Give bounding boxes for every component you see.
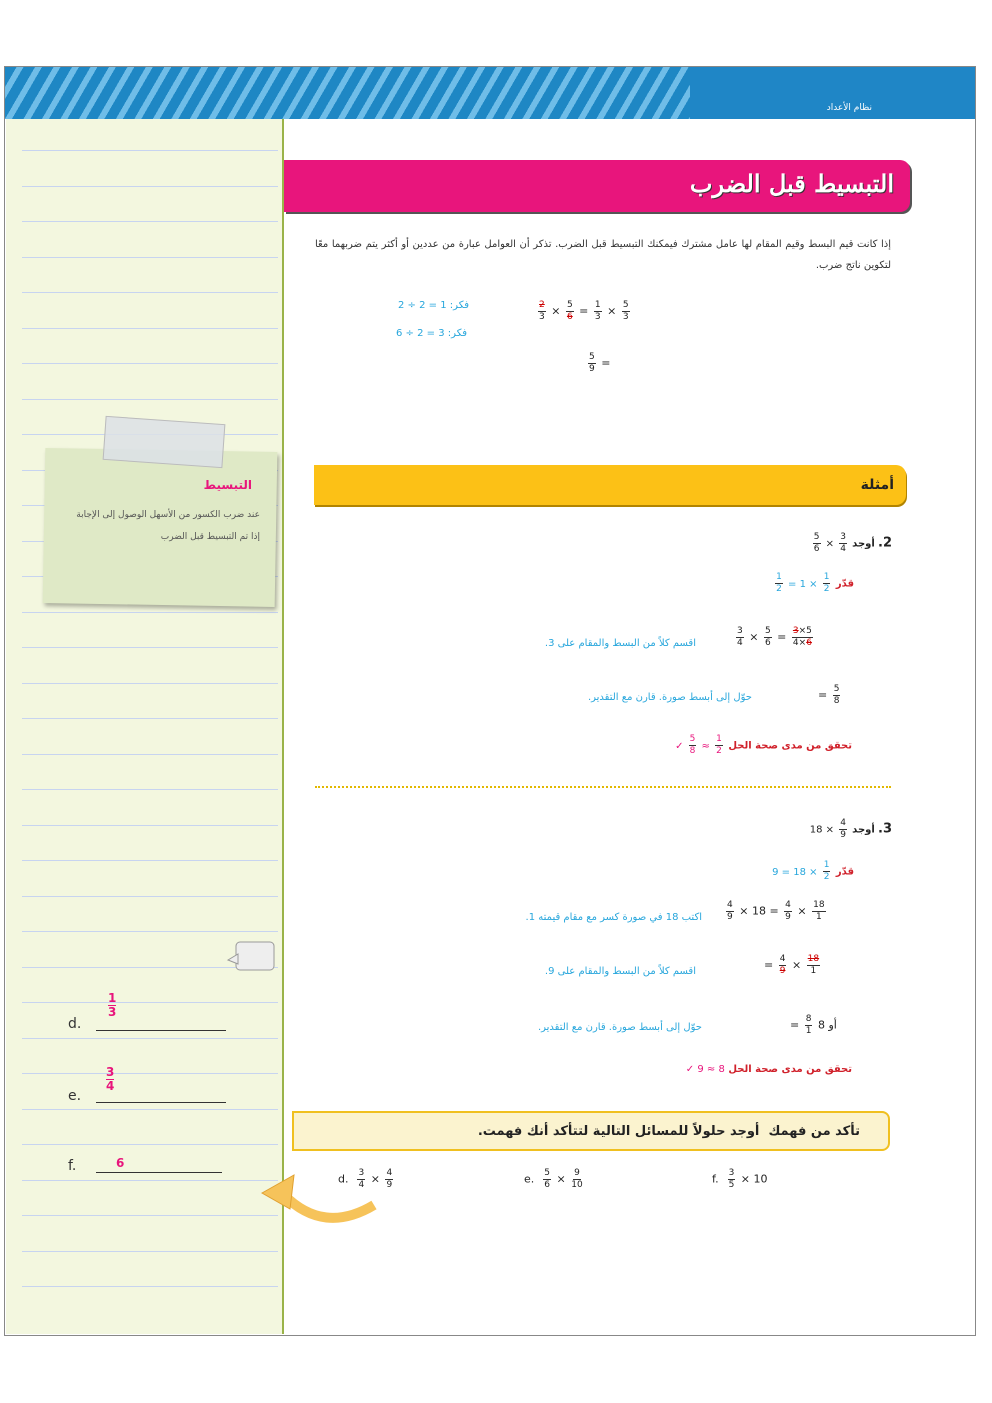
notebook-line [22, 328, 278, 329]
answer-d-value: 1 3 [108, 991, 117, 1019]
note-title: التبسيط [203, 478, 252, 492]
examples-header: أمثلة [860, 477, 894, 493]
answer-d-label: d. [68, 1016, 82, 1032]
notebook-line [22, 789, 278, 790]
notebook-line [22, 1286, 278, 1287]
problem-f[interactable]: f. $\frac{3}{5}$ × 10 [712, 1168, 768, 1190]
notebook-line [22, 1073, 278, 1074]
example3-step3-text: حوّل إلى أبسط صورة. قارن مع التقدير. [537, 1022, 702, 1033]
example2-estimate: قدّر $\frac{1}{2}$ × 1 = $\frac{1}{2}$ [776, 572, 854, 594]
intro-note-1: فكر: 1 = 2 ÷ 2 [398, 300, 469, 311]
intro-result: $\frac{5}{9}$ = [589, 352, 611, 374]
answer-e-value: 3 4 [106, 1065, 115, 1093]
check-understanding: تأكد من فهمك أوجد حلولاً للمسائل التالية لتتأكد أنك فهمت. [477, 1124, 860, 1139]
notebook-line [22, 647, 278, 648]
example3-step2-expr: = $\frac{4}{9}$ × $\frac{18}{1}$ [764, 954, 820, 976]
example2-heading: 2. أوجد $\frac{3}{4}$ × $\frac{5}{6}$ [813, 532, 892, 554]
example3-step2-text: اقسم كلاً من البسط والمقام على 9. [544, 966, 696, 977]
example3-step1-expr: $\frac{4}{9}$ × 18 = $\frac{4}{9}$ × $\frac{18}{1}$ [727, 900, 825, 922]
example3-step3-expr: = $\frac{8}{1}$ أو 8 [790, 1014, 837, 1036]
answer-f-value: 6 [116, 1156, 125, 1170]
notebook-line [22, 150, 278, 151]
answer-d-line[interactable] [96, 1030, 226, 1031]
problem-d[interactable]: d. $\frac{3}{4}$ × $\frac{4}{9}$ [338, 1168, 393, 1190]
intro-paragraph: إذا كانت قيم البسط وقيم المقام لها عامل مشترك فيمكنك التبسيط قبل الضرب. تذكر أن العوامل عبارة من عددين أو أكثر يتم ضربهما معًا لتكوين ناتج ضرب. [315, 239, 891, 271]
example2-check: تحقق من مدى صحة الحل $\frac{1}{2}$ ≈ $\frac{5}{8}$ ✓ [675, 734, 852, 756]
notebook-line [22, 1038, 278, 1039]
notebook-line [22, 612, 278, 613]
example2-step2-expr: = $\frac{5}{8}$ [818, 684, 840, 706]
notebook-line [22, 292, 278, 293]
note-body: عند ضرب الكسور من الأسهل الوصول إلى الإجابة إذا تم التبسيط قبل الضرب [76, 510, 260, 542]
notebook-line [22, 718, 278, 719]
speech-bubble-icon [226, 940, 276, 974]
notebook-line [22, 257, 278, 258]
answer-e-label: e. [68, 1088, 82, 1104]
problem-e[interactable]: e. $\frac{5}{6}$ × $\frac{9}{10}$ [524, 1168, 583, 1190]
notebook-line [22, 931, 278, 932]
notebook-line [22, 1109, 278, 1110]
notebook-line [22, 860, 278, 861]
notebook-line [22, 186, 278, 187]
notebook-line [22, 1144, 278, 1145]
notebook-line [22, 825, 278, 826]
example2-step1-expr: $\frac{3}{4}$ × $\frac{5}{6}$ = $\frac{3\times 5}{4\times 6}$ [737, 626, 812, 648]
intro-note-2: فكر: 3 = 2 ÷ 6 [396, 328, 467, 339]
notebook-line [22, 399, 278, 400]
notebook-line [22, 221, 278, 222]
notebook-line [22, 683, 278, 684]
example3-heading: 3. أوجد $\frac{4}{9}$ × 18 [809, 818, 892, 840]
answer-f-line[interactable] [96, 1172, 222, 1173]
notebook-line [22, 1251, 278, 1252]
tape-decoration [103, 416, 226, 468]
notebook-line [22, 363, 278, 364]
intro-expression: $\frac{2}{3}$ × $\frac{5}{6}$ = $\frac{1}{3}$ × $\frac{5}{3}$ [539, 300, 629, 322]
example2-step2-text: حوّل إلى أبسط صورة. قارن مع التقدير. [587, 692, 752, 703]
example2-step1-text: اقسم كلاً من البسط والمقام على 3. [544, 638, 696, 649]
lesson-title: التبسيط قبل الضرب [689, 169, 894, 198]
notebook-line [22, 1180, 278, 1181]
chapter-label: نظام الأعداد [826, 103, 872, 113]
section-divider [315, 786, 891, 788]
notebook-line [22, 1002, 278, 1003]
notebook-line [22, 754, 278, 755]
examples-header-bar [314, 465, 906, 505]
answer-f-label: f. [68, 1158, 77, 1174]
answer-e-line[interactable] [96, 1102, 226, 1103]
notebook-line [22, 896, 278, 897]
notebook-line [22, 1215, 278, 1216]
example3-step1-text: اكتب 18 في صورة كسر مع مقام قيمته 1. [525, 912, 702, 923]
example3-estimate: قدّر $\frac{1}{2}$ × 18 = 9 [772, 860, 854, 882]
notes-sidebar [6, 119, 284, 1334]
example3-check: تحقق من مدى صحة الحل 8 ≈ 9 ✓ [685, 1064, 852, 1075]
